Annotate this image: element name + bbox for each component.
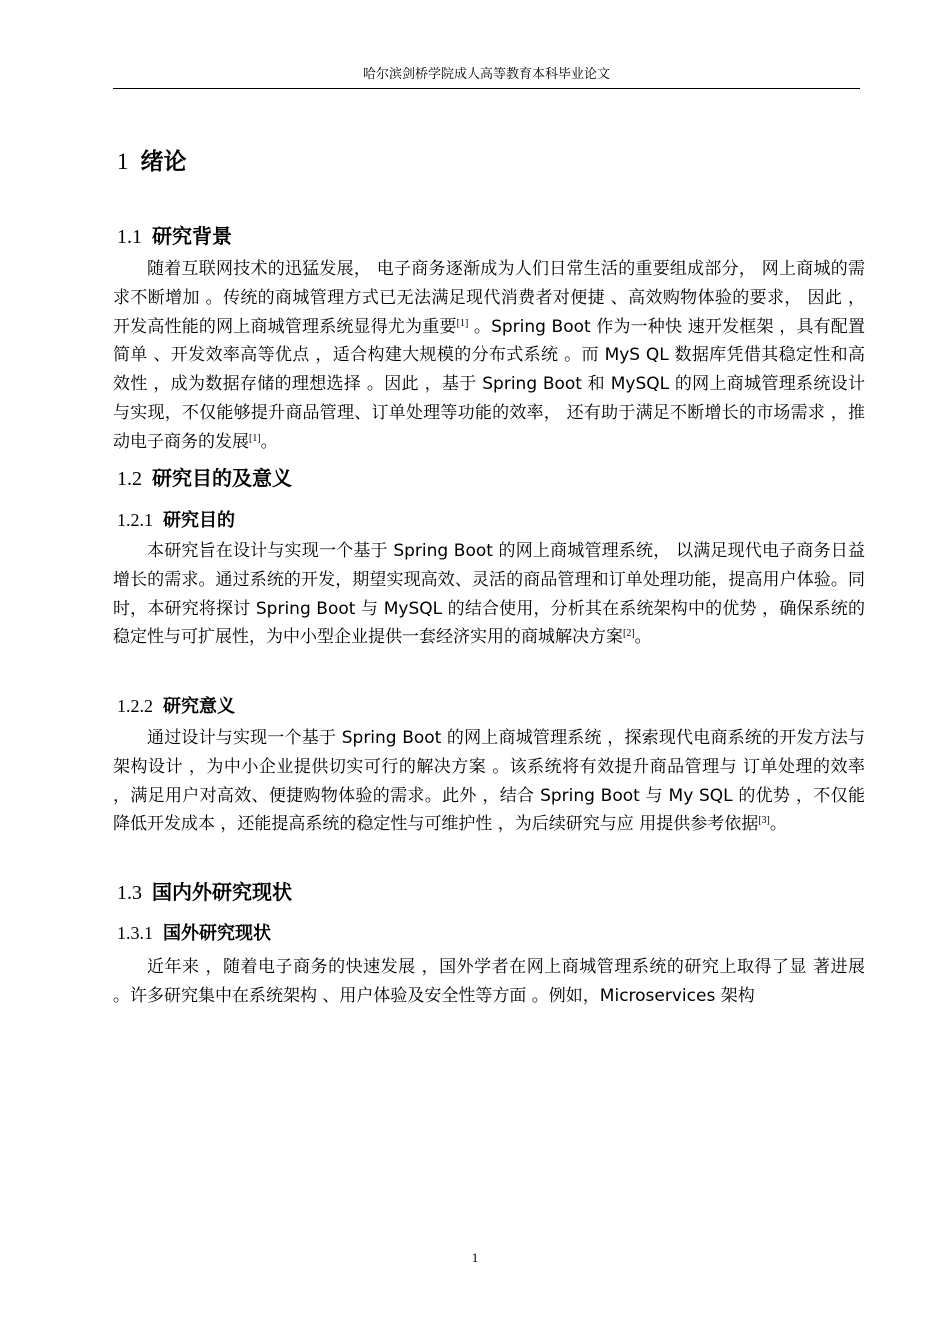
citation-ref: [1] — [456, 317, 469, 329]
paragraph-research-background — [113, 255, 865, 457]
subsection-title: 研究目的 — [163, 510, 235, 531]
citation-ref: [3] — [758, 815, 770, 827]
citation-ref: [1] — [249, 432, 261, 444]
chapter-heading — [117, 146, 187, 178]
subsection-heading-1-2-2 — [117, 693, 235, 720]
section-title: 国内外研究现状 — [152, 880, 292, 904]
paragraph-text: 。 — [769, 814, 787, 835]
chapter-title: 绪论 — [140, 149, 187, 175]
chapter-number: 1 — [117, 149, 129, 174]
paragraph-text: 。 — [634, 627, 652, 648]
section-title: 研究背景 — [152, 224, 232, 248]
running-header: 哈尔滨剑桥学院成人高等教育本科毕业论文 — [362, 67, 610, 82]
subsection-heading-1-3-1 — [117, 920, 271, 947]
section-number: 1.3 — [117, 882, 142, 904]
citation-ref: [2] — [623, 628, 635, 640]
paragraph-text: 。Spring Boot 作为一种快 速开发框架 ，具有配置简单 、开发效率高等优点 ，适合构建大规模的分布式系统 。而 MyS QL 数据库凭借其稳定性和高效性 ，成为数据存储的理想选择 。因此 ，基于 Spring Boot 和 MySQL 的网上商城管理系统设计与实现，不仅能够提升商品管理、订单处理等功能的效率， 还有助于满足不断增长的市场需求 ，推动电子商务的发展 — [113, 316, 865, 452]
section-title: 研究目的及意义 — [152, 466, 292, 490]
page-number: 1 — [471, 1250, 479, 1265]
subsection-heading-1-2-1 — [117, 507, 235, 534]
subsection-number: 1.2.1 — [117, 510, 153, 530]
paragraph-foreign-research — [113, 953, 865, 1011]
subsection-title: 研究意义 — [163, 696, 235, 717]
subsection-number: 1.2.2 — [117, 696, 153, 716]
subsection-number: 1.3.1 — [117, 923, 153, 943]
section-heading-1-1 — [117, 222, 232, 251]
paragraph-text: 本研究旨在设计与实现一个基于 Spring Boot 的网上商城管理系统， 以满足现代电子商务日益增长的需求。通过系统的开发，期望实现高效、灵活的商品管理和订单处理功能，提高用户体验。同时，本研究将探讨 Spring Boot 与 MySQL 的结合使用，分析其在系统架构中的优势 ，确保系统的稳定性与可扩展性，为中小型企业提供一套经济实用的商城解决方案 — [113, 541, 865, 648]
paragraph-text: 近年来 ，随着电子商务的快速发展 ，国外学者在网上商城管理系统的研究上取得了显 著进展 。许多研究集中在系统架构 、用户体验及安全性等方面 。例如，Microservices 架构 — [113, 957, 865, 1006]
paragraph-text: 。 — [260, 431, 278, 452]
subsection-title: 国外研究现状 — [163, 923, 271, 944]
paragraph-text: 通过设计与实现一个基于 Spring Boot 的网上商城管理系统 ，探索现代电商系统的开发方法与架构设计 ，为中小企业提供切实可行的解决方案 。该系统将有效提升商品管理与 订单处理的效率 ，满足用户对高效、便捷购物体验的需求。此外 ，结合 Spring Boot 与 My SQL 的优势 ，不仅能降低开发成本 ，还能提高系统的稳定性与可维护性 ，为后续研究与应 用提供参考依据 — [113, 728, 865, 835]
paragraph-research-purpose — [113, 537, 865, 652]
header-rule — [113, 88, 860, 89]
section-number: 1.2 — [117, 468, 142, 490]
paragraph-research-significance — [113, 724, 865, 839]
section-heading-1-2 — [117, 464, 292, 493]
section-heading-1-3 — [117, 878, 292, 907]
section-number: 1.1 — [117, 226, 142, 248]
paragraph-text: 随着互联网技术的迅猛发展， 电子商务逐渐成为人们日常生活的重要组成部分， 网上商城的需求不断增加 。传统的商城管理方式已无法满足现代消费者对便捷 、高效购物体验的要求， 因此 ，开发高性能的网上商城管理系统显得尤为重要 — [113, 259, 865, 337]
